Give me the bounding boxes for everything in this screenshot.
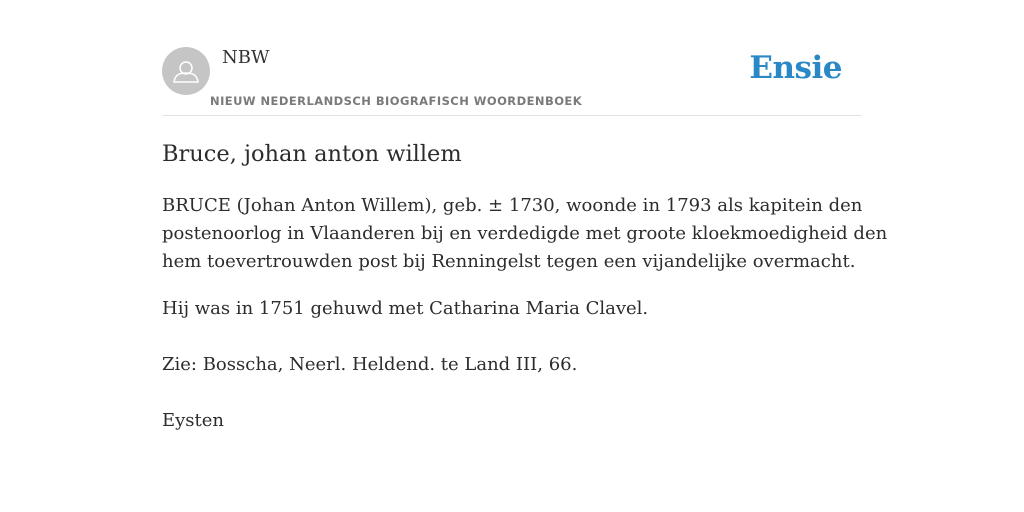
article-source-reference: Zie: Bosscha, Neerl. Heldend. te Land III, 66. [162, 354, 578, 375]
article-author: Eysten [162, 410, 225, 431]
source-name[interactable]: NBW [222, 47, 270, 68]
user-icon-graphic [162, 47, 210, 95]
brand-logo[interactable]: Ensie [749, 50, 842, 86]
page-title: Bruce, johan anton willem [162, 141, 462, 167]
article-paragraph-2: Hij was in 1751 gehuwd met Catharina Maria Clavel. [162, 298, 649, 319]
source-subtitle[interactable]: NIEUW NEDERLANDSCH BIOGRAFISCH WOORDENBOEK [210, 94, 583, 108]
paragraph-line: hem toevertrouwden post bij Renningelst tegen een vijandelijke overmacht. [162, 251, 856, 272]
user-icon[interactable] [162, 47, 210, 95]
content-container [162, 0, 888, 512]
paragraph-line: postenoorlog in Vlaanderen bij en verdedigde met groote kloekmoedigheid den [162, 223, 888, 244]
article-paragraph-1 [162, 192, 888, 276]
paragraph-line: BRUCE (Johan Anton Willem), geb. ± 1730, woonde in 1793 als kapitein den [162, 195, 863, 216]
source-header [162, 0, 862, 116]
